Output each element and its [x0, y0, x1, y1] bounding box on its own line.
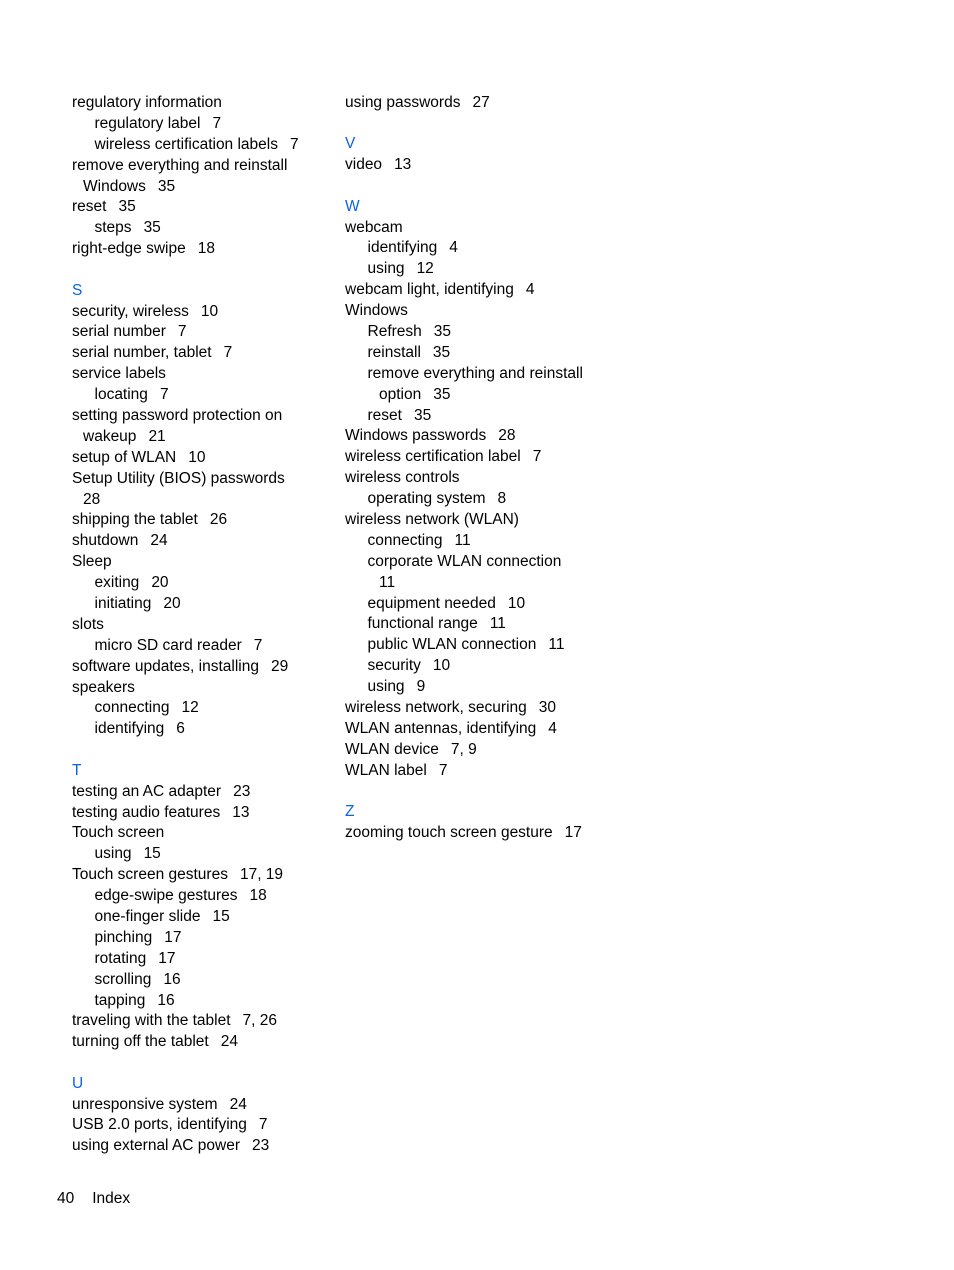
index-term: wireless network (WLAN) [345, 511, 519, 529]
index-page-ref[interactable]: 20 [151, 574, 169, 592]
index-term: video [345, 156, 383, 174]
index-term: setting password protection on [72, 406, 283, 424]
index-entry [345, 510, 635, 531]
index-entry [345, 93, 635, 114]
index-term: wireless network, securing [345, 699, 527, 717]
index-page-ref[interactable]: 18 [197, 240, 215, 258]
index-term: security [367, 657, 421, 675]
index-entry-continuation [72, 490, 332, 511]
index-subentry [345, 489, 635, 510]
index-term: speakers [72, 678, 135, 696]
index-subentry [345, 531, 635, 552]
index-page-ref[interactable]: 15 [143, 845, 161, 863]
index-term: regulatory information [72, 94, 222, 111]
index-page-ref[interactable]: 15 [212, 907, 230, 925]
index-term: identifying [94, 720, 165, 738]
index-term: public WLAN connection [367, 636, 537, 654]
index-term: connecting [94, 699, 170, 717]
section-letter: V [345, 135, 356, 153]
index-page-ref[interactable]: 11 [489, 615, 506, 633]
index-term: serial number, tablet [72, 344, 212, 362]
index-term: testing an AC adapter [72, 782, 222, 800]
index-term: unresponsive system [72, 1095, 218, 1113]
index-term: wakeup [83, 427, 137, 445]
index-subentry [72, 594, 332, 615]
index-entry [72, 803, 332, 824]
index-entry [72, 782, 332, 803]
index-entry [72, 448, 332, 469]
index-term: remove everything and reinstall [367, 364, 583, 382]
index-page-ref[interactable]: 7 [159, 386, 169, 404]
index-entry [72, 552, 332, 573]
index-term: scrolling [94, 970, 152, 988]
index-entry [72, 469, 332, 490]
index-subentry [72, 907, 332, 928]
index-term: reset [72, 198, 107, 216]
index-entry [345, 823, 635, 844]
index-subentry [72, 218, 332, 239]
index-page-ref[interactable]: 10 [188, 448, 206, 466]
index-term: 28 [83, 490, 101, 508]
index-term: initiating [94, 594, 152, 612]
index-entry [72, 1136, 332, 1157]
index-entry-continuation [72, 427, 332, 448]
index-term: slots [72, 615, 104, 633]
index-entry [72, 406, 332, 427]
index-page-ref[interactable]: 17 [158, 949, 176, 967]
index-page-ref[interactable]: 9 [416, 678, 426, 696]
index-term: security, wireless [72, 302, 189, 320]
index-term: reset [367, 406, 402, 424]
index-term: operating system [367, 490, 486, 508]
index-page-ref[interactable]: 7 [438, 761, 448, 779]
index-entry [72, 343, 332, 364]
index-term: using external AC power [72, 1137, 241, 1155]
index-entry [72, 678, 332, 699]
index-page-ref[interactable]: 24 [220, 1033, 238, 1051]
index-term: WLAN device [345, 740, 439, 758]
index-page-ref[interactable]: 12 [416, 260, 434, 278]
section-letter: T [72, 761, 82, 779]
index-term: serial number [72, 323, 166, 341]
index-term: identifying [367, 239, 438, 257]
index-term: rotating [94, 949, 147, 967]
index-term: zooming touch screen gesture [345, 824, 553, 841]
index-entry [345, 698, 635, 719]
index-page-ref[interactable]: 35 [157, 177, 176, 195]
index-page-ref[interactable]: 35 [413, 406, 432, 424]
index-entry [72, 531, 332, 552]
index-subentry [72, 135, 332, 156]
page-number: 40 [57, 1190, 75, 1207]
index-column-left [72, 93, 332, 1157]
index-page-ref[interactable]: 10 [200, 302, 219, 320]
index-page-ref[interactable]: 10 [507, 594, 526, 612]
index-page-ref[interactable]: 29 [270, 657, 289, 675]
index-term: Sleep [72, 553, 112, 571]
footer-section-title: Index [92, 1190, 131, 1207]
index-subentry [345, 343, 635, 364]
index-term: using [367, 678, 405, 696]
index-entry [72, 615, 332, 636]
index-term: functional range [367, 615, 478, 633]
index-entry [72, 302, 332, 323]
index-term: using [94, 845, 132, 863]
index-term: right-edge swipe [72, 240, 186, 258]
index-page-ref[interactable]: 7, 26 [242, 1012, 278, 1030]
section-letter: S [72, 281, 83, 299]
index-term: using [367, 260, 405, 278]
index-term: Refresh [367, 323, 422, 341]
index-page-ref[interactable]: 10 [432, 657, 451, 675]
index-term: turning off the tablet [72, 1033, 209, 1051]
index-entry [345, 447, 635, 468]
index-subentry [345, 656, 635, 677]
index-subentry [345, 238, 635, 259]
index-subentry [72, 970, 332, 991]
index-term: equipment needed [367, 594, 496, 612]
index-entry-continuation [345, 573, 635, 594]
index-subentry [72, 698, 332, 719]
index-page-ref[interactable]: 27 [472, 94, 490, 111]
index-term: wireless certification label [345, 448, 521, 466]
index-entry [345, 719, 635, 740]
index-page-ref[interactable]: 7 [258, 1116, 268, 1134]
index-page-ref[interactable]: 35 [432, 343, 451, 361]
index-term: remove everything and reinstall [72, 156, 288, 174]
index-entry-continuation [345, 385, 635, 406]
index-page-ref[interactable]: 28 [498, 427, 516, 445]
index-page-ref[interactable]: 13 [394, 156, 412, 174]
index-entry [345, 218, 635, 239]
index-term: edge-swipe gestures [94, 887, 238, 905]
index-subentry [345, 322, 635, 343]
index-page-ref[interactable]: 11 [454, 531, 471, 549]
index-term: Windows passwords [345, 427, 487, 445]
index-term: Windows [345, 302, 408, 320]
index-subentry [72, 385, 332, 406]
index-term: software updates, installing [72, 657, 259, 675]
index-subentry [72, 991, 332, 1012]
index-page-ref[interactable]: 7 [177, 323, 187, 341]
index-page-ref[interactable]: 7 [223, 344, 233, 362]
index-page-ref[interactable]: 18 [249, 887, 267, 905]
index-page-ref[interactable]: 7 [212, 114, 222, 132]
index-page-ref[interactable]: 11 [548, 636, 565, 654]
index-term: 11 [379, 573, 396, 591]
index-page-ref[interactable]: 26 [209, 511, 228, 529]
index-subentry [345, 594, 635, 615]
index-entry [72, 1032, 332, 1053]
index-page-ref[interactable]: 35 [143, 219, 161, 237]
index-subentry [72, 928, 332, 949]
index-entry [345, 426, 635, 447]
index-term: Touch screen [72, 824, 165, 842]
index-term: setup of WLAN [72, 448, 177, 466]
index-term: shipping the tablet [72, 511, 198, 529]
index-term: one-finger slide [94, 907, 201, 925]
index-term: tapping [94, 991, 146, 1009]
index-term: regulatory label [94, 114, 201, 132]
index-term: connecting [367, 531, 443, 549]
index-subentry [345, 677, 635, 698]
index-term: locating [94, 386, 148, 404]
page-footer [57, 1189, 130, 1210]
index-entry [345, 761, 635, 782]
index-subentry [72, 573, 332, 594]
section-letter: U [72, 1074, 84, 1092]
index-page-ref[interactable]: 24 [229, 1095, 247, 1113]
index-term: Setup Utility (BIOS) passwords [72, 469, 285, 487]
index-page-ref[interactable]: 23 [233, 782, 251, 800]
index-page-ref[interactable]: 20 [163, 594, 181, 612]
index-entry [345, 301, 635, 322]
index-term: shutdown [72, 532, 139, 550]
index-entry [72, 93, 332, 114]
index-term: webcam [345, 218, 403, 236]
index-subentry [345, 552, 635, 573]
index-subentry [345, 259, 635, 280]
index-entry [72, 197, 332, 218]
index-subentry [72, 636, 332, 657]
index-term: Windows [83, 177, 146, 195]
index-entry [72, 510, 332, 531]
index-page-ref[interactable]: 23 [252, 1137, 270, 1155]
index-subentry [72, 886, 332, 907]
index-entry [345, 155, 635, 176]
index-term: option [379, 385, 422, 403]
index-page-ref[interactable]: 17, 19 [239, 866, 284, 884]
index-column-right [345, 93, 635, 844]
index-term: wireless certification labels [94, 135, 278, 153]
section-letter: Z [345, 803, 355, 821]
index-page-ref[interactable]: 30 [538, 699, 557, 717]
index-page-ref[interactable]: 17 [164, 928, 182, 946]
index-page-ref[interactable]: 7 [532, 448, 542, 466]
index-term: USB 2.0 ports, identifying [72, 1116, 247, 1134]
index-entry [72, 364, 332, 385]
index-term: micro SD card reader [94, 636, 242, 654]
index-term: traveling with the tablet [72, 1012, 231, 1030]
index-entry [345, 468, 635, 489]
index-entry [72, 865, 332, 886]
index-page-ref[interactable]: 7 [253, 636, 263, 654]
index-term: steps [94, 219, 132, 237]
index-page-ref[interactable]: 24 [150, 532, 168, 550]
index-subentry [72, 114, 332, 135]
index-term: wireless controls [345, 469, 460, 487]
index-term: pinching [94, 928, 153, 946]
index-term: testing audio features [72, 803, 221, 821]
index-term: Touch screen gestures [72, 866, 228, 884]
index-page-ref[interactable]: 8 [497, 490, 507, 508]
index-entry [345, 740, 635, 761]
index-page-ref[interactable]: 35 [118, 198, 136, 216]
index-term: WLAN label [345, 761, 427, 779]
index-term: exiting [94, 574, 140, 592]
index-entry [72, 156, 332, 177]
index-subentry [72, 719, 332, 740]
index-page-ref[interactable]: 21 [148, 427, 166, 445]
index-entry [72, 322, 332, 343]
index-page-ref[interactable]: 4 [548, 719, 557, 737]
index-term: service labels [72, 365, 166, 383]
index-page-ref[interactable]: 4 [449, 239, 458, 257]
section-letter: W [345, 197, 360, 215]
index-entry [72, 657, 332, 678]
index-subentry [345, 614, 635, 635]
index-entry [345, 280, 635, 301]
index-entry [72, 239, 332, 260]
index-entry [72, 823, 332, 844]
index-page-ref[interactable]: 7, 9 [450, 740, 477, 758]
index-term: using passwords [345, 94, 461, 111]
index-subentry [345, 635, 635, 656]
index-subentry [72, 949, 332, 970]
index-subentry [345, 364, 635, 385]
index-page-ref[interactable]: 16 [163, 970, 181, 988]
index-page-ref[interactable]: 35 [433, 385, 451, 403]
index-page-ref[interactable]: 17 [564, 824, 582, 841]
index-entry [72, 1115, 332, 1136]
index-term: webcam light, identifying [345, 281, 514, 299]
index-subentry [72, 844, 332, 865]
index-page-ref[interactable]: 4 [525, 281, 535, 299]
index-page-ref[interactable]: 16 [157, 991, 175, 1009]
index-page-ref[interactable]: 6 [176, 720, 185, 738]
index-subentry [345, 406, 635, 427]
index-term: reinstall [367, 343, 421, 361]
index-entry [72, 1095, 332, 1116]
index-page-ref[interactable]: 12 [181, 699, 199, 717]
index-entry [72, 1011, 332, 1032]
index-page-ref[interactable]: 7 [290, 135, 299, 153]
index-entry-continuation [72, 177, 332, 198]
index-page-ref[interactable]: 13 [232, 803, 250, 821]
index-term: corporate WLAN connection [367, 552, 562, 570]
index-term: WLAN antennas, identifying [345, 719, 537, 737]
index-page-ref[interactable]: 35 [433, 323, 452, 341]
